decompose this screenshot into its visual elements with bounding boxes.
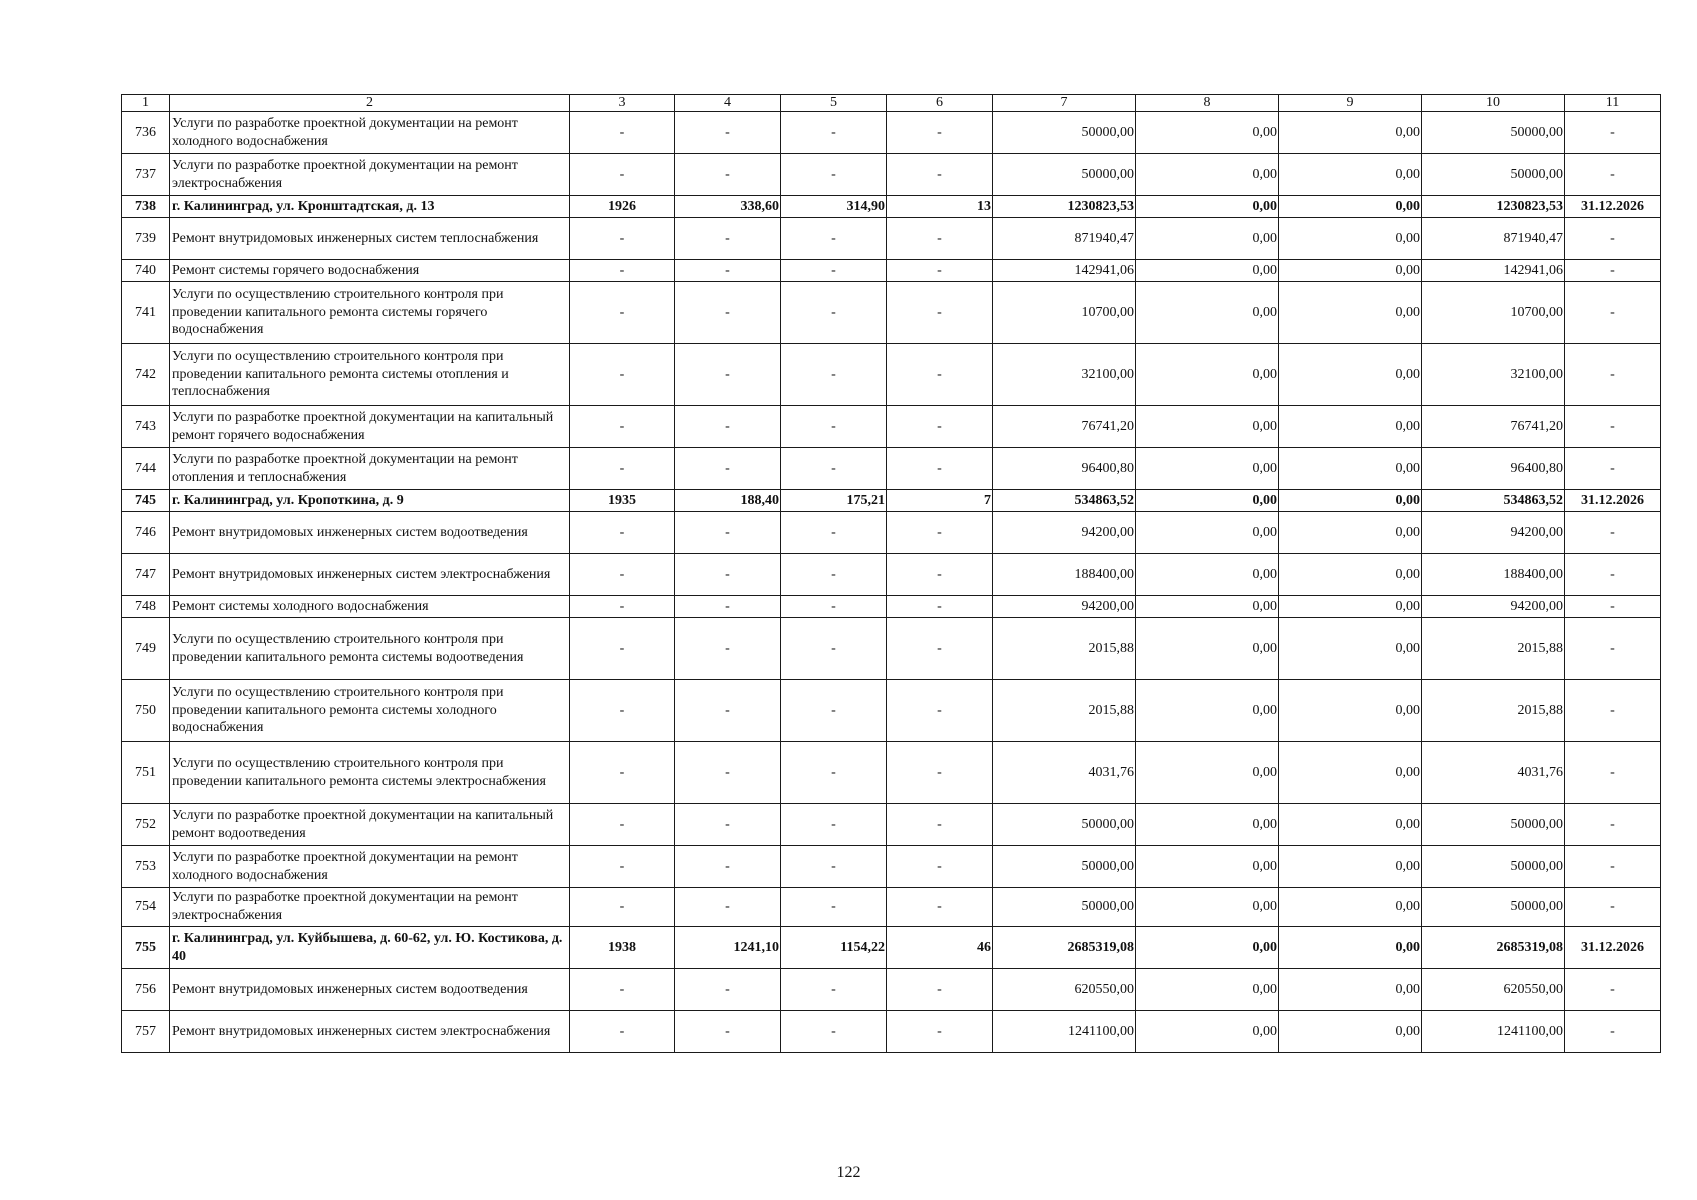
- cell-col9: 0,00: [1279, 406, 1422, 448]
- row-number: 745: [122, 490, 170, 512]
- work-description: Услуги по разработке проектной документации на ремонт электроснабжения: [170, 888, 570, 927]
- cell-col3: -: [570, 282, 675, 344]
- row-number: 742: [122, 344, 170, 406]
- cell-col4: -: [675, 742, 781, 804]
- row-number: 749: [122, 618, 170, 680]
- cell-col4: -: [675, 282, 781, 344]
- cell-col11: -: [1565, 112, 1661, 154]
- cell-col5: -: [781, 804, 887, 846]
- work-description: Услуги по разработке проектной документации на ремонт холодного водоснабжения: [170, 846, 570, 888]
- cell-col8: 0,00: [1136, 196, 1279, 218]
- cell-col7: 1241100,00: [993, 1011, 1136, 1053]
- cell-col6: 13: [887, 196, 993, 218]
- column-number-header: 3: [570, 95, 675, 112]
- building-address: г. Калининград, ул. Кропоткина, д. 9: [170, 490, 570, 512]
- building-address: г. Калининград, ул. Куйбышева, д. 60-62, ул. Ю. Костикова, д. 40: [170, 927, 570, 969]
- cell-col8: 0,00: [1136, 596, 1279, 618]
- cell-col5: -: [781, 969, 887, 1011]
- cell-col4: -: [675, 888, 781, 927]
- cell-col5: -: [781, 112, 887, 154]
- cell-col8: 0,00: [1136, 406, 1279, 448]
- work-description: Ремонт внутридомовых инженерных систем электроснабжения: [170, 554, 570, 596]
- work-description: Услуги по разработке проектной документации на ремонт холодного водоснабжения: [170, 112, 570, 154]
- work-description: Услуги по осуществлению строительного контроля при проведении капитального ремонта системы горячего водоснабжения: [170, 282, 570, 344]
- cell-col10: 32100,00: [1422, 344, 1565, 406]
- table-row: [122, 596, 1661, 618]
- cell-col6: -: [887, 969, 993, 1011]
- work-description: Ремонт внутридомовых инженерных систем водоотведения: [170, 969, 570, 1011]
- cell-col7: 188400,00: [993, 554, 1136, 596]
- column-number-header: 10: [1422, 95, 1565, 112]
- row-number: 754: [122, 888, 170, 927]
- cell-col8: 0,00: [1136, 969, 1279, 1011]
- cell-col8: 0,00: [1136, 490, 1279, 512]
- row-number: 750: [122, 680, 170, 742]
- cell-col10: 94200,00: [1422, 512, 1565, 554]
- work-description: Услуги по разработке проектной документации на ремонт отопления и теплоснабжения: [170, 448, 570, 490]
- cell-col3: -: [570, 260, 675, 282]
- cell-col6: -: [887, 888, 993, 927]
- row-number: 753: [122, 846, 170, 888]
- work-description: Ремонт системы холодного водоснабжения: [170, 596, 570, 618]
- cell-col5: -: [781, 512, 887, 554]
- row-number: 748: [122, 596, 170, 618]
- cell-col8: 0,00: [1136, 112, 1279, 154]
- cell-col8: 0,00: [1136, 554, 1279, 596]
- table-row: [122, 512, 1661, 554]
- cell-col3: 1926: [570, 196, 675, 218]
- cell-col5: -: [781, 282, 887, 344]
- cell-col5: -: [781, 1011, 887, 1053]
- cell-col9: 0,00: [1279, 112, 1422, 154]
- table-row: [122, 112, 1661, 154]
- cell-col7: 10700,00: [993, 282, 1136, 344]
- cell-col5: 314,90: [781, 196, 887, 218]
- work-description: Ремонт системы горячего водоснабжения: [170, 260, 570, 282]
- cell-col4: -: [675, 554, 781, 596]
- column-number-header: 2: [170, 95, 570, 112]
- page-number: 122: [836, 1164, 861, 1181]
- cell-col7: 94200,00: [993, 512, 1136, 554]
- cell-col6: -: [887, 448, 993, 490]
- cell-col8: 0,00: [1136, 618, 1279, 680]
- cell-col9: 0,00: [1279, 154, 1422, 196]
- column-number-header: 4: [675, 95, 781, 112]
- cell-col9: 0,00: [1279, 742, 1422, 804]
- cell-col3: -: [570, 448, 675, 490]
- cell-col7: 76741,20: [993, 406, 1136, 448]
- cell-col8: 0,00: [1136, 1011, 1279, 1053]
- cell-col10: 2015,88: [1422, 618, 1565, 680]
- row-number: 741: [122, 282, 170, 344]
- cell-col4: -: [675, 804, 781, 846]
- cell-col4: -: [675, 112, 781, 154]
- cell-col3: -: [570, 596, 675, 618]
- cell-col7: 50000,00: [993, 112, 1136, 154]
- cell-col4: -: [675, 596, 781, 618]
- cell-col3: -: [570, 554, 675, 596]
- work-description: Услуги по разработке проектной документации на ремонт электроснабжения: [170, 154, 570, 196]
- cell-col4: -: [675, 448, 781, 490]
- cell-col5: -: [781, 344, 887, 406]
- cell-col10: 142941,06: [1422, 260, 1565, 282]
- cell-col5: -: [781, 846, 887, 888]
- cell-col10: 50000,00: [1422, 846, 1565, 888]
- cell-col10: 50000,00: [1422, 804, 1565, 846]
- cell-col7: 2685319,08: [993, 927, 1136, 969]
- cell-col11: -: [1565, 804, 1661, 846]
- column-number-header: 1: [122, 95, 170, 112]
- table-row: [122, 218, 1661, 260]
- cell-col4: -: [675, 344, 781, 406]
- cell-col10: 50000,00: [1422, 112, 1565, 154]
- table-row: [122, 846, 1661, 888]
- cell-col5: -: [781, 448, 887, 490]
- cell-col7: 2015,88: [993, 680, 1136, 742]
- cell-col9: 0,00: [1279, 927, 1422, 969]
- table-row: [122, 154, 1661, 196]
- cell-col3: -: [570, 1011, 675, 1053]
- table-row: [122, 618, 1661, 680]
- cell-col10: 10700,00: [1422, 282, 1565, 344]
- cell-col8: 0,00: [1136, 260, 1279, 282]
- cell-col5: -: [781, 888, 887, 927]
- cell-col10: 1230823,53: [1422, 196, 1565, 218]
- row-number: 757: [122, 1011, 170, 1053]
- cell-col4: -: [675, 260, 781, 282]
- cell-col4: -: [675, 846, 781, 888]
- table-row: [122, 680, 1661, 742]
- cell-col11: 31.12.2026: [1565, 927, 1661, 969]
- cell-col3: -: [570, 846, 675, 888]
- table-row: [122, 282, 1661, 344]
- cell-col11: -: [1565, 260, 1661, 282]
- cell-col5: -: [781, 154, 887, 196]
- cell-col3: 1935: [570, 490, 675, 512]
- work-description: Услуги по осуществлению строительного контроля при проведении капитального ремонта системы электроснабжения: [170, 742, 570, 804]
- cell-col8: 0,00: [1136, 154, 1279, 196]
- cell-col6: -: [887, 680, 993, 742]
- cell-col8: 0,00: [1136, 742, 1279, 804]
- work-description: Ремонт внутридомовых инженерных систем электроснабжения: [170, 1011, 570, 1053]
- cell-col7: 534863,52: [993, 490, 1136, 512]
- cell-col3: -: [570, 969, 675, 1011]
- table-row: [122, 448, 1661, 490]
- cell-col10: 50000,00: [1422, 154, 1565, 196]
- cell-col3: -: [570, 804, 675, 846]
- cell-col10: 76741,20: [1422, 406, 1565, 448]
- cell-col8: 0,00: [1136, 512, 1279, 554]
- cell-col8: 0,00: [1136, 888, 1279, 927]
- work-description: Услуги по разработке проектной документации на капитальный ремонт водоотведения: [170, 804, 570, 846]
- cell-col9: 0,00: [1279, 282, 1422, 344]
- cell-col8: 0,00: [1136, 344, 1279, 406]
- cell-col5: -: [781, 218, 887, 260]
- cell-col8: 0,00: [1136, 448, 1279, 490]
- cell-col9: 0,00: [1279, 554, 1422, 596]
- cell-col11: -: [1565, 846, 1661, 888]
- cell-col4: -: [675, 969, 781, 1011]
- cell-col11: -: [1565, 554, 1661, 596]
- cell-col10: 188400,00: [1422, 554, 1565, 596]
- cell-col3: -: [570, 680, 675, 742]
- cell-col7: 32100,00: [993, 344, 1136, 406]
- table-row: [122, 554, 1661, 596]
- cell-col3: -: [570, 406, 675, 448]
- cell-col10: 534863,52: [1422, 490, 1565, 512]
- cell-col6: 7: [887, 490, 993, 512]
- cell-col4: 338,60: [675, 196, 781, 218]
- row-number: 755: [122, 927, 170, 969]
- row-number: 739: [122, 218, 170, 260]
- cell-col3: -: [570, 888, 675, 927]
- cell-col9: 0,00: [1279, 448, 1422, 490]
- cell-col9: 0,00: [1279, 969, 1422, 1011]
- cell-col5: 175,21: [781, 490, 887, 512]
- cell-col3: -: [570, 512, 675, 554]
- cell-col6: -: [887, 596, 993, 618]
- cell-col9: 0,00: [1279, 512, 1422, 554]
- cell-col11: -: [1565, 618, 1661, 680]
- cell-col9: 0,00: [1279, 846, 1422, 888]
- row-number: 743: [122, 406, 170, 448]
- cell-col11: -: [1565, 218, 1661, 260]
- cell-col3: -: [570, 112, 675, 154]
- cell-col9: 0,00: [1279, 260, 1422, 282]
- cell-col8: 0,00: [1136, 680, 1279, 742]
- table-row: [122, 969, 1661, 1011]
- work-description: Ремонт внутридомовых инженерных систем теплоснабжения: [170, 218, 570, 260]
- cell-col11: -: [1565, 448, 1661, 490]
- cell-col7: 50000,00: [993, 804, 1136, 846]
- cell-col10: 2685319,08: [1422, 927, 1565, 969]
- cell-col8: 0,00: [1136, 218, 1279, 260]
- work-description: Услуги по осуществлению строительного контроля при проведении капитального ремонта системы холодного водоснабжения: [170, 680, 570, 742]
- cell-col6: 46: [887, 927, 993, 969]
- row-number: 752: [122, 804, 170, 846]
- row-number: 737: [122, 154, 170, 196]
- cell-col5: -: [781, 742, 887, 804]
- address-row: [122, 490, 1661, 512]
- row-number: 736: [122, 112, 170, 154]
- cell-col6: -: [887, 282, 993, 344]
- cell-col7: 142941,06: [993, 260, 1136, 282]
- cell-col3: -: [570, 618, 675, 680]
- cell-col11: -: [1565, 596, 1661, 618]
- cell-col11: 31.12.2026: [1565, 490, 1661, 512]
- cell-col10: 2015,88: [1422, 680, 1565, 742]
- cell-col7: 96400,80: [993, 448, 1136, 490]
- work-description: Услуги по разработке проектной документации на капитальный ремонт горячего водоснабжения: [170, 406, 570, 448]
- row-number: 756: [122, 969, 170, 1011]
- address-row: [122, 927, 1661, 969]
- cell-col8: 0,00: [1136, 804, 1279, 846]
- column-number-header: 9: [1279, 95, 1422, 112]
- cell-col4: -: [675, 154, 781, 196]
- cell-col6: -: [887, 1011, 993, 1053]
- cell-col6: -: [887, 618, 993, 680]
- cell-col10: 871940,47: [1422, 218, 1565, 260]
- row-number: 738: [122, 196, 170, 218]
- address-row: [122, 196, 1661, 218]
- table-row: [122, 1011, 1661, 1053]
- cell-col6: -: [887, 406, 993, 448]
- cell-col7: 50000,00: [993, 154, 1136, 196]
- cell-col6: -: [887, 154, 993, 196]
- cell-col4: 1241,10: [675, 927, 781, 969]
- cell-col6: -: [887, 804, 993, 846]
- cell-col7: 4031,76: [993, 742, 1136, 804]
- building-address: г. Калининград, ул. Кронштадтская, д. 13: [170, 196, 570, 218]
- cell-col11: -: [1565, 680, 1661, 742]
- cell-col11: -: [1565, 344, 1661, 406]
- cell-col9: 0,00: [1279, 596, 1422, 618]
- cell-col11: -: [1565, 969, 1661, 1011]
- cell-col5: 1154,22: [781, 927, 887, 969]
- cell-col3: -: [570, 344, 675, 406]
- cell-col6: -: [887, 512, 993, 554]
- table-row: [122, 888, 1661, 927]
- cell-col6: -: [887, 554, 993, 596]
- cell-col8: 0,00: [1136, 282, 1279, 344]
- cell-col11: -: [1565, 282, 1661, 344]
- cell-col6: -: [887, 112, 993, 154]
- cell-col4: -: [675, 680, 781, 742]
- cell-col9: 0,00: [1279, 618, 1422, 680]
- cell-col9: 0,00: [1279, 196, 1422, 218]
- work-description: Услуги по осуществлению строительного контроля при проведении капитального ремонта системы водоотведения: [170, 618, 570, 680]
- table-row: [122, 344, 1661, 406]
- cell-col5: -: [781, 260, 887, 282]
- cell-col11: -: [1565, 406, 1661, 448]
- cell-col6: -: [887, 218, 993, 260]
- cell-col6: -: [887, 742, 993, 804]
- cell-col7: 94200,00: [993, 596, 1136, 618]
- cell-col11: -: [1565, 888, 1661, 927]
- cell-col6: -: [887, 846, 993, 888]
- cell-col9: 0,00: [1279, 344, 1422, 406]
- work-description: Ремонт внутридомовых инженерных систем водоотведения: [170, 512, 570, 554]
- cell-col7: 871940,47: [993, 218, 1136, 260]
- row-number: 740: [122, 260, 170, 282]
- cell-col5: -: [781, 406, 887, 448]
- row-number: 751: [122, 742, 170, 804]
- cell-col4: -: [675, 1011, 781, 1053]
- cell-col3: 1938: [570, 927, 675, 969]
- cell-col9: 0,00: [1279, 804, 1422, 846]
- cell-col3: -: [570, 154, 675, 196]
- column-number-header: 8: [1136, 95, 1279, 112]
- cell-col9: 0,00: [1279, 1011, 1422, 1053]
- cell-col7: 1230823,53: [993, 196, 1136, 218]
- cell-col11: 31.12.2026: [1565, 196, 1661, 218]
- works-table-container: [121, 94, 1661, 1053]
- cell-col10: 620550,00: [1422, 969, 1565, 1011]
- works-table: [121, 94, 1661, 1053]
- column-number-header: 5: [781, 95, 887, 112]
- cell-col10: 96400,80: [1422, 448, 1565, 490]
- table-row: [122, 742, 1661, 804]
- cell-col10: 94200,00: [1422, 596, 1565, 618]
- cell-col9: 0,00: [1279, 888, 1422, 927]
- cell-col4: -: [675, 512, 781, 554]
- cell-col5: -: [781, 596, 887, 618]
- cell-col11: -: [1565, 742, 1661, 804]
- cell-col4: 188,40: [675, 490, 781, 512]
- cell-col9: 0,00: [1279, 218, 1422, 260]
- cell-col3: -: [570, 742, 675, 804]
- cell-col9: 0,00: [1279, 490, 1422, 512]
- table-row: [122, 406, 1661, 448]
- table-header-row: [122, 95, 1661, 112]
- table-row: [122, 804, 1661, 846]
- cell-col6: -: [887, 260, 993, 282]
- cell-col4: -: [675, 618, 781, 680]
- cell-col7: 50000,00: [993, 846, 1136, 888]
- cell-col8: 0,00: [1136, 846, 1279, 888]
- cell-col3: -: [570, 218, 675, 260]
- row-number: 746: [122, 512, 170, 554]
- cell-col7: 50000,00: [993, 888, 1136, 927]
- column-number-header: 11: [1565, 95, 1661, 112]
- row-number: 744: [122, 448, 170, 490]
- cell-col11: -: [1565, 154, 1661, 196]
- cell-col5: -: [781, 554, 887, 596]
- cell-col4: -: [675, 218, 781, 260]
- cell-col5: -: [781, 618, 887, 680]
- column-number-header: 7: [993, 95, 1136, 112]
- cell-col10: 50000,00: [1422, 888, 1565, 927]
- cell-col11: -: [1565, 512, 1661, 554]
- column-number-header: 6: [887, 95, 993, 112]
- cell-col10: 4031,76: [1422, 742, 1565, 804]
- cell-col7: 620550,00: [993, 969, 1136, 1011]
- table-row: [122, 260, 1661, 282]
- cell-col7: 2015,88: [993, 618, 1136, 680]
- cell-col4: -: [675, 406, 781, 448]
- cell-col5: -: [781, 680, 887, 742]
- cell-col9: 0,00: [1279, 680, 1422, 742]
- cell-col6: -: [887, 344, 993, 406]
- work-description: Услуги по осуществлению строительного контроля при проведении капитального ремонта системы отопления и теплоснабжения: [170, 344, 570, 406]
- cell-col11: -: [1565, 1011, 1661, 1053]
- row-number: 747: [122, 554, 170, 596]
- cell-col8: 0,00: [1136, 927, 1279, 969]
- cell-col10: 1241100,00: [1422, 1011, 1565, 1053]
